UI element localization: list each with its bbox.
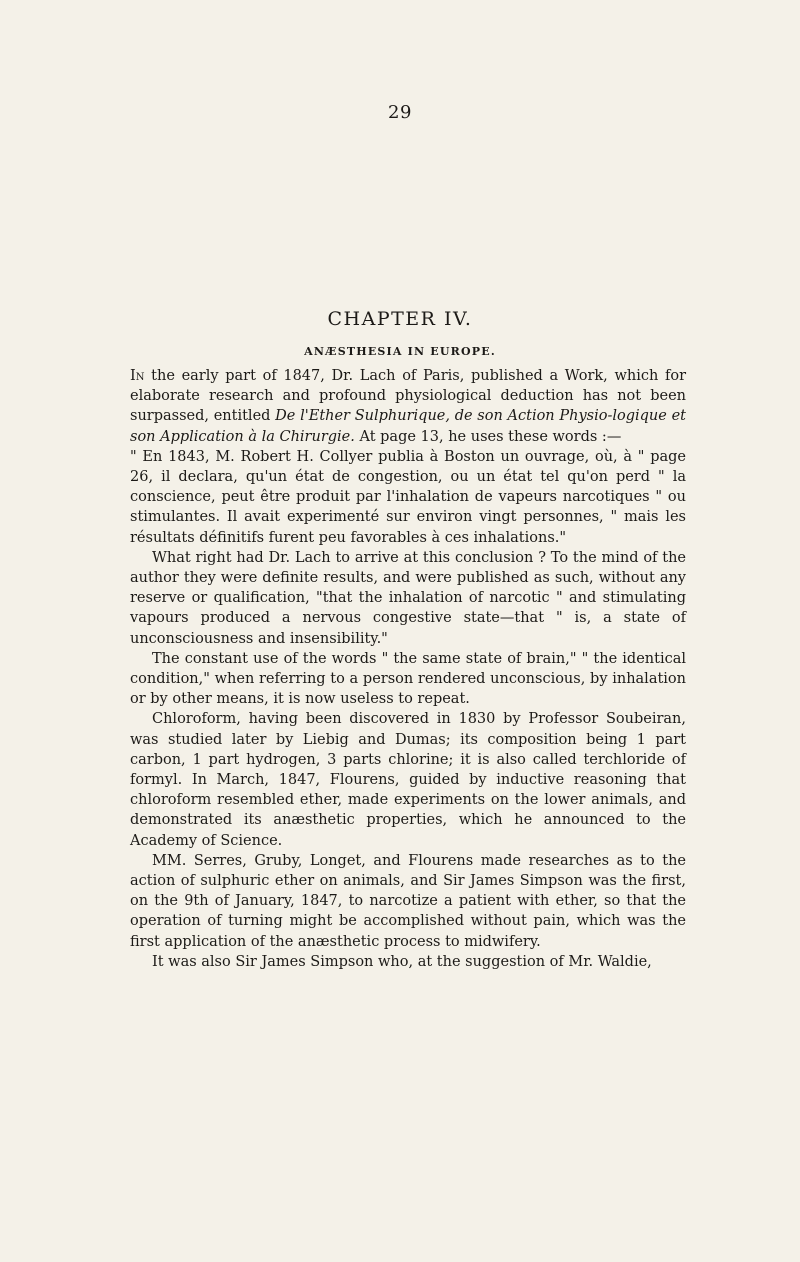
paragraph-5: MM. Serres, Gruby, Longet, and Flourens made researches as to the action of sulphuric ether on animals, and Sir James Simpson was the first, on the 9th of January, 1847, to narcotize a patient with ether, so that the operation of turning might be accomplished without pain, which was the first application of the anæsthetic process to midwifery. bbox=[130, 852, 686, 950]
chapter-title: CHAPTER IV. bbox=[327, 308, 473, 330]
paragraph-1-text-a: the early part of 1847, Dr. Lach of Paris, published a Work, which for elaborate research and profound physiological deduction has not been surpassed, entitled bbox=[130, 368, 686, 425]
paragraph-3: The constant use of the words " the same state of brain," " the identical condition," when referring to a person rendered unconscious, by inhalation or by other means, it is now useless to repeat. bbox=[130, 650, 686, 708]
drop-cap-word: In bbox=[130, 368, 145, 384]
book-title: De l'Ether Sulphurique, de son Action Physio-logique et son Application à la Chirurgie. bbox=[130, 408, 686, 445]
paragraph-4: Chloroform, having been discovered in 1830 by Professor Soubeiran, was studied later by Liebig and Dumas; its composition being 1 part carbon, 1 part hydrogen, 3 parts chlorine; it is also called terchloride of formyl. In March, 1847, Flourens, guided by inductive reasoning that chloroform resembled ether, made experiments on the lower animals, and demonstrated its anæsthetic properties, which he announced to the Academy of Science. bbox=[130, 711, 686, 849]
paragraph-1-text-b: At page 13, he uses these words :— bbox=[354, 428, 622, 445]
page-number: 29 bbox=[388, 102, 412, 123]
paragraph-2: What right had Dr. Lach to arrive at this conclusion ? To the mind of the author they were definite results, and were published as such, without any reserve or qualification, "that the inhalation of narcotic " and stimulating vapours produced a nervous congestive state—that " is, a state of unconsciousness and insensibility." bbox=[130, 549, 686, 647]
paragraph-1 bbox=[130, 366, 686, 447]
body-text bbox=[130, 366, 686, 972]
section-title: ANÆSTHESIA IN EUROPE. bbox=[304, 345, 496, 358]
french-quote: " En 1843, M. Robert H. Collyer publia à Boston un ouvrage, où, à " page 26, il declara, qu'un état de congestion, ou un état tel qu'on perd " la conscience, peut être produit par l'inhalation de vapeurs narcotiques " ou stimulantes. Il avait experimenté sur environ vingt personnes, " mais les résultats définitifs furent peu favorables à ces inhalations." bbox=[130, 448, 686, 546]
paragraph-6: It was also Sir James Simpson who, at the suggestion of Mr. Waldie, bbox=[152, 953, 652, 970]
